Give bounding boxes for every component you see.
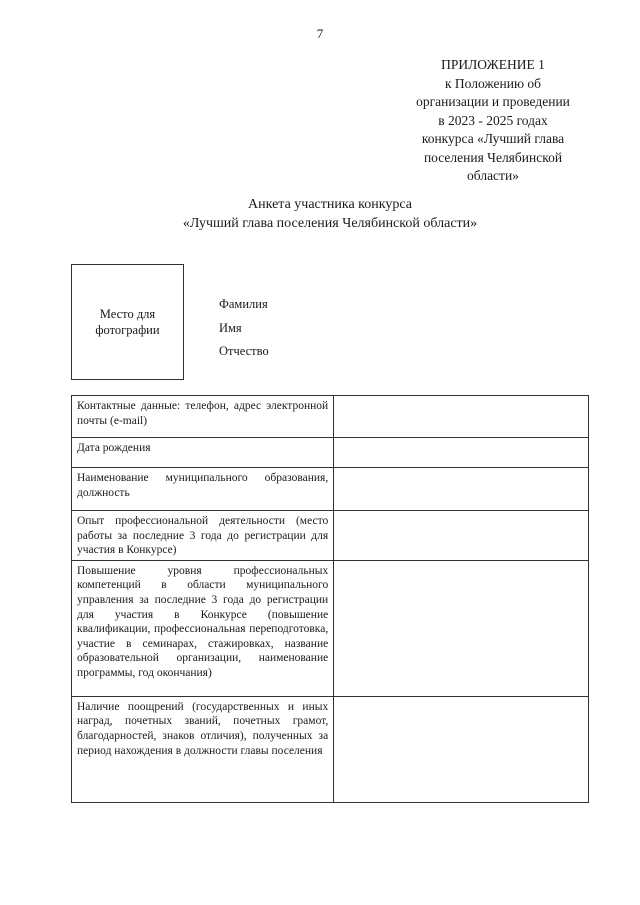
appendix-line: в 2023 - 2025 годах xyxy=(438,112,548,128)
page-number: 7 xyxy=(316,26,324,41)
table-row xyxy=(72,468,589,511)
row-value-cell[interactable] xyxy=(334,396,589,438)
table-row xyxy=(72,560,589,696)
title-line: «Лучший глава поселения Челябинской области» xyxy=(182,216,478,231)
row-value-cell[interactable] xyxy=(334,511,589,561)
row-value-cell[interactable] xyxy=(334,468,589,511)
row-value-cell[interactable] xyxy=(334,696,589,802)
row-label: Повышение уровня профессиональных компетенций в области муниципального управления за последние 3 года до регистрации для участия в Конкурсе (повышение квалификации, профессиональная переподготовка, участие в семинарах, стажировках, название образовательной организации, наименование программы, год окончания) xyxy=(72,560,334,696)
name-fields xyxy=(219,293,269,364)
row-label: Наличие поощрений (государственных и иных наград, почетных званий, почетных грамот, благодарностей, знаков отличия), полученных за период нахождения в должности главы поселения xyxy=(72,696,334,802)
appendix-line: конкурса «Лучший глава xyxy=(421,131,565,146)
patronymic-label: Отчество xyxy=(219,344,269,358)
appendix-line: области» xyxy=(467,168,519,183)
row-value-cell[interactable] xyxy=(334,560,589,696)
document-title xyxy=(0,195,640,233)
row-value-cell[interactable] xyxy=(334,438,589,468)
row-label: Опыт профессиональной деятельности (место работы за последние 3 года до регистрации для участия в Конкурсе) xyxy=(72,511,334,561)
appendix-line: к Положению об xyxy=(444,75,542,91)
title-line: Анкета участника конкурса xyxy=(248,197,412,212)
appendix-block xyxy=(398,56,588,186)
table-row xyxy=(72,511,589,561)
row-label: Дата рождения xyxy=(72,438,334,468)
photo-placeholder-text: Место для xyxy=(99,307,156,321)
first-name-label: Имя xyxy=(219,320,242,335)
appendix-line: организации и проведении xyxy=(416,94,570,109)
row-label: Наименование муниципального образования, должность xyxy=(72,468,334,511)
appendix-heading: ПРИЛОЖЕНИЕ 1 xyxy=(441,57,545,72)
surname-label: Фамилия xyxy=(219,297,268,311)
questionnaire-table xyxy=(71,395,589,803)
photo-placeholder-text: фотографии xyxy=(95,323,160,337)
photo-placeholder xyxy=(71,264,184,380)
table-row xyxy=(72,438,589,468)
appendix-line: поселения Челябинской xyxy=(423,149,563,165)
row-label: Контактные данные: телефон, адрес электронной почты (e-mail) xyxy=(72,396,334,438)
table-row xyxy=(72,696,589,802)
table-row xyxy=(72,396,589,438)
